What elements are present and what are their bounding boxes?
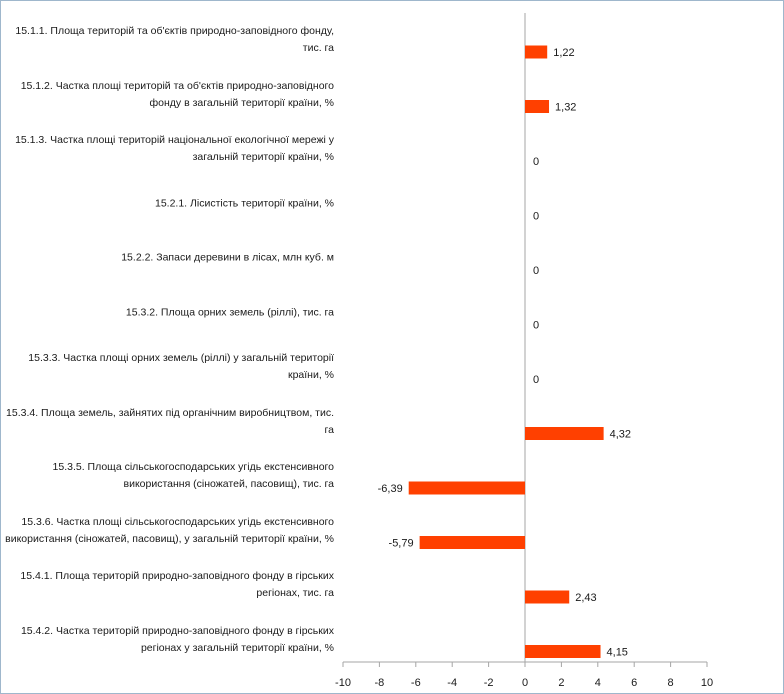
category-label: 15.1.1. Площа територій та об'єктів природно-заповідного фонду, тис. га	[15, 25, 334, 54]
category-label: 15.3.3. Частка площі орних земель (ріллі) у загальній території країни, %	[28, 352, 334, 381]
category-label: 15.3.4. Площа земель, зайнятих під органічним виробництвом, тис. га	[6, 406, 334, 436]
category-label: 15.3.6. Частка площі сільськогосподарських угідь екстенсивного використання (сіножатей, пасовищ), у загальній території країни, %	[5, 515, 334, 545]
x-tick-label: 2	[558, 677, 565, 689]
category-label: 15.2.1. Лісистість території країни, %	[154, 197, 334, 209]
value-label: 0	[533, 319, 540, 332]
x-tick-label: 8	[667, 677, 674, 689]
x-tick-label: -6	[410, 677, 421, 689]
bar	[525, 591, 569, 604]
x-tick-label: -8	[374, 677, 385, 689]
value-label: 1,32	[555, 101, 577, 114]
bar	[525, 46, 547, 59]
category-label: 15.4.2. Частка територій природно-заповідного фонду в гірських регіонах у загальній території країни, %	[20, 624, 334, 654]
category-label: 15.3.5. Площа сільськогосподарських угідь екстенсивного використання (сіножатей, пасовищ), тис. га	[52, 461, 334, 490]
x-tick-label: 0	[521, 677, 529, 689]
bar	[525, 100, 549, 113]
category-label: 15.1.2. Частка площі територій та об'єктів природно-заповідного фонду в загальній території країни, %	[20, 79, 334, 109]
value-label: 2,43	[575, 592, 597, 604]
value-label: 1,22	[553, 47, 575, 59]
category-label: 15.4.1. Площа територій природно-заповідного фонду в гірських регіонах, тис. га	[20, 570, 334, 599]
value-label: 4,15	[606, 646, 628, 659]
x-tick-label: -4	[447, 677, 458, 689]
x-tick-label: -10	[335, 677, 351, 689]
x-tick-label: -2	[483, 677, 494, 689]
value-label: -5,79	[388, 537, 414, 550]
category-label: 15.3.2. Площа орних земель (ріллі), тис. га	[125, 306, 334, 318]
x-tick-label: 10	[700, 677, 714, 689]
x-tick-label: 6	[631, 677, 638, 689]
bar	[525, 645, 601, 658]
value-label: 0	[533, 156, 540, 168]
bar	[409, 482, 525, 495]
value-label: -6,39	[377, 483, 403, 495]
value-label: 0	[533, 265, 540, 277]
bar	[420, 536, 525, 549]
value-label: 4,32	[609, 428, 632, 441]
value-label: 0	[533, 374, 540, 386]
category-label: 15.2.2. Запаси деревини в лісах, млн куб. м	[121, 251, 334, 264]
x-tick-label: 4	[594, 677, 601, 689]
category-label: 15.1.3. Частка площі територій національної екологічної мережі у загальній території країни, %	[15, 134, 334, 163]
value-label: 0	[533, 210, 540, 223]
bar	[525, 427, 604, 440]
